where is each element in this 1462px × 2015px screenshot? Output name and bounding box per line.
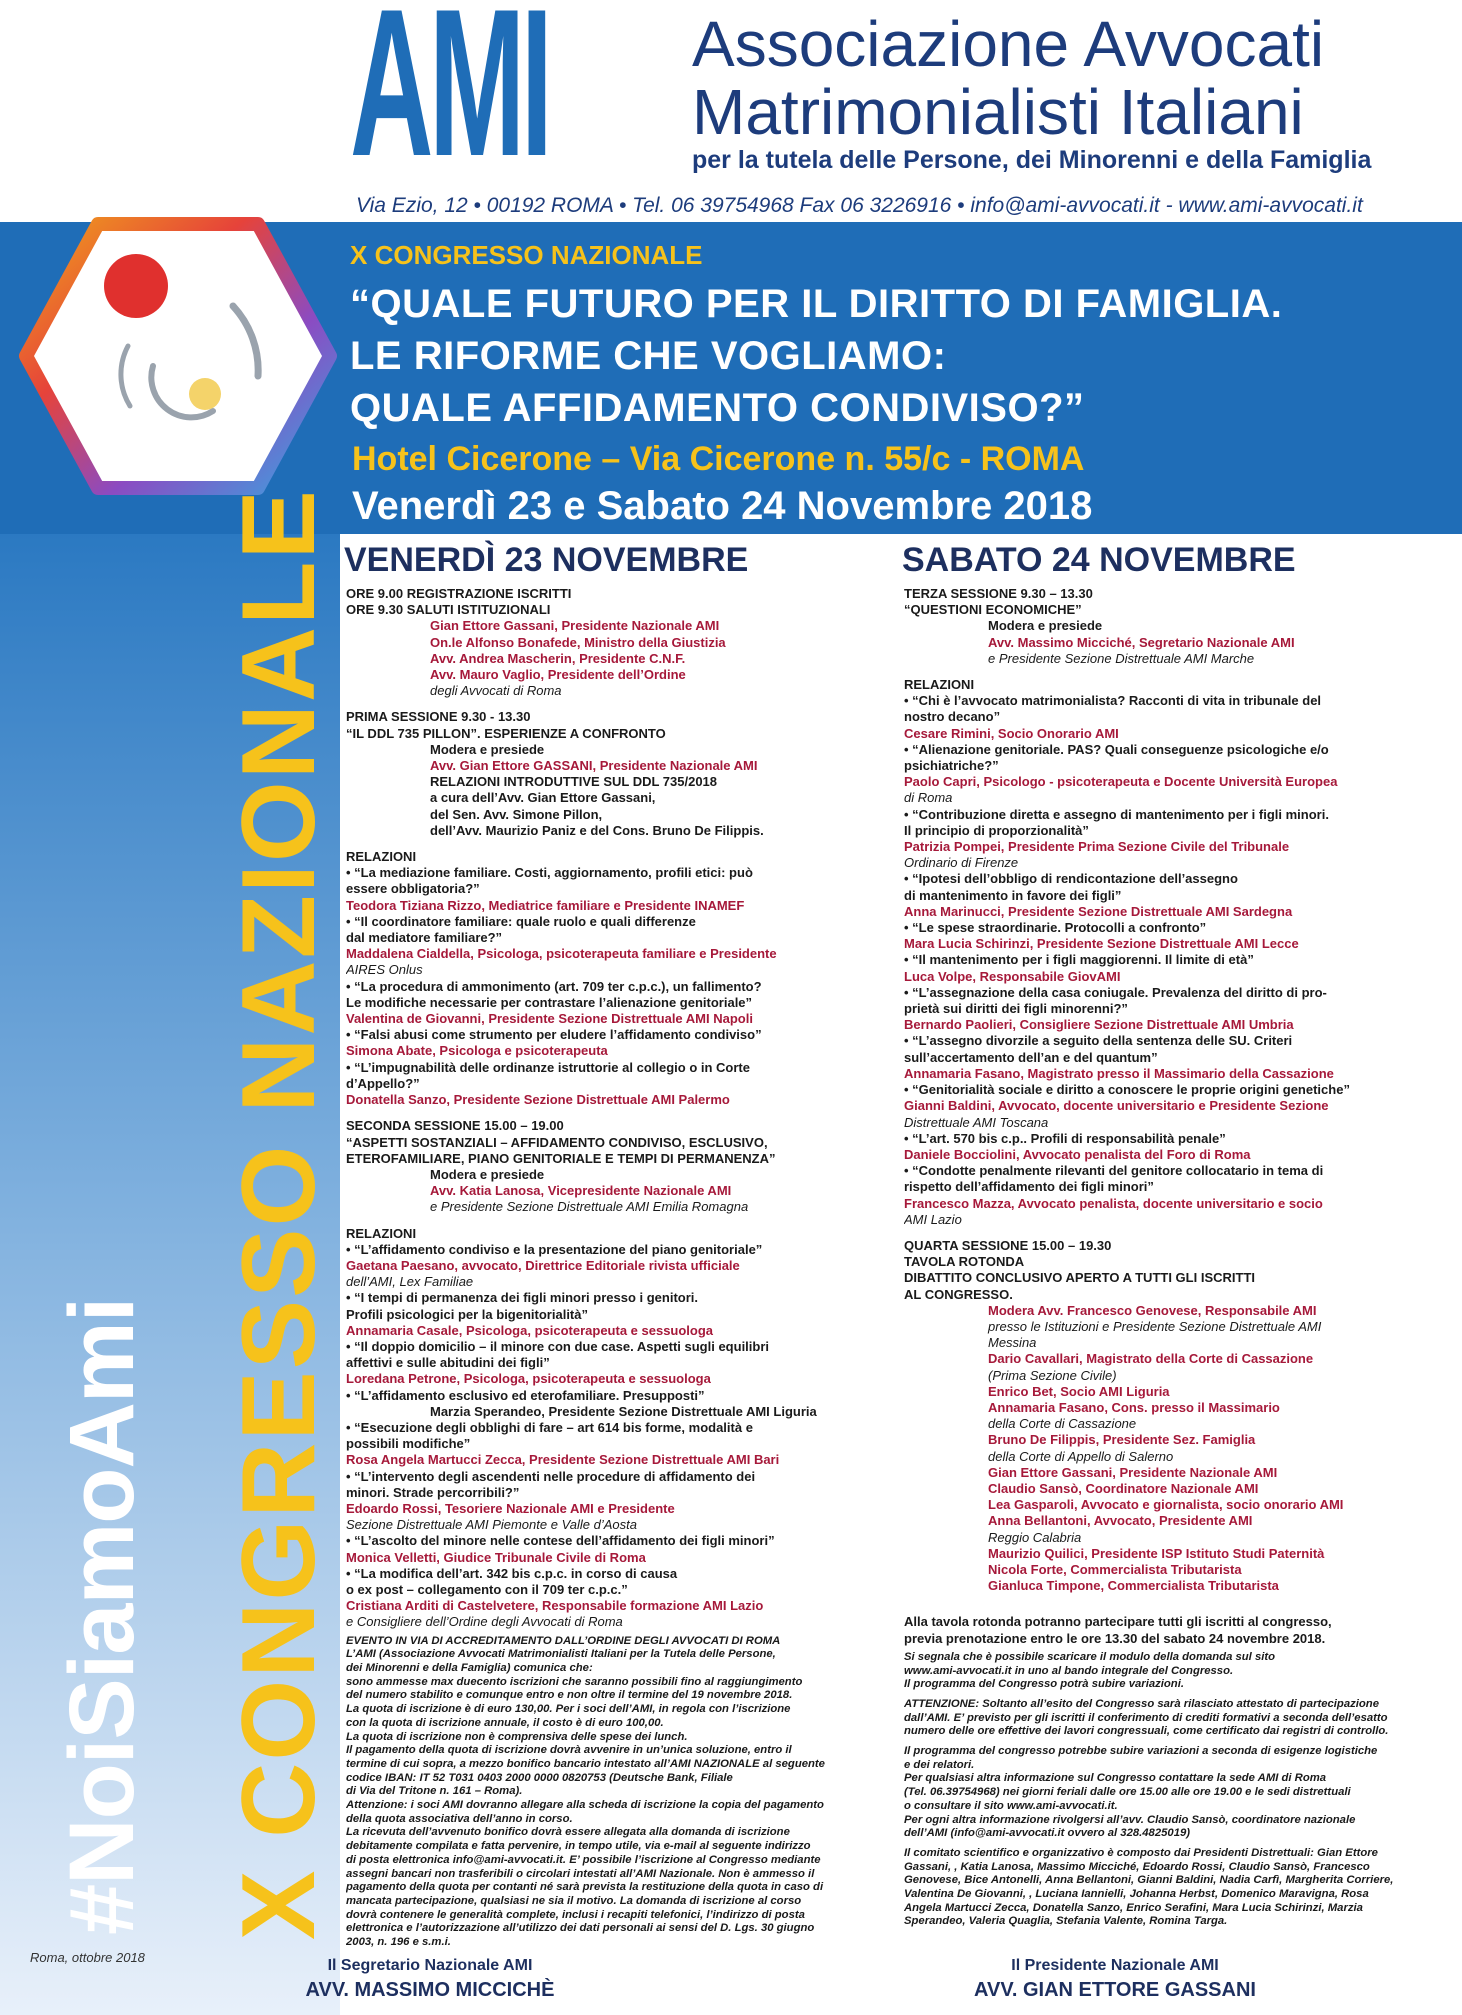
program-line: • “Chi è l’avvocato matrimonialista? Racconti di vita in tribunale del [904,693,1322,709]
program-line: • “Le spese straordinarie. Protocolli a confronto” [904,920,1207,936]
congress-vertical: X CONGRESSO NAZIONALE [221,488,337,1940]
program-line: previa prenotazione entro le ore 13.30 del sabato 24 novembre 2018. [904,1630,1326,1646]
program-line: Modera e presiede [988,618,1103,634]
title-line3: QUALE AFFIDAMENTO CONDIVISO?” [350,386,1085,430]
program-line: Gianni Baldini, Avvocato, docente universitario e Presidente Sezione [904,1098,1329,1114]
program-line: Avv. Gian Ettore GASSANI, Presidente Nazionale AMI [430,758,758,774]
program-line: • “L’assegnazione della casa coniugale. Prevalenza del diritto di pro- [904,984,1327,1000]
program-line: PRIMA SESSIONE 9.30 - 13.30 [346,709,531,725]
note-line: Per qualsiasi altra informazione sul Congresso contattare la sede AMI di Roma [904,1772,1327,1785]
secretary-name: AVV. MASSIMO MICCICHÈ [305,1979,555,2001]
program-line: del Sen. Avv. Simone Pillon, [430,806,603,822]
program-line: Enrico Bet, Socio AMI Liguria [988,1383,1170,1399]
note-line: dell’AMI (info@ami-avvocati.it ovvero al 328.4825019) [904,1827,1191,1840]
signature-secretary [215,1957,645,2002]
note-line: elettronica e l’autorizzazione all’utilizzo dei dati personali ai sensi del D. Lgs. 30 giugno [346,1922,815,1935]
program-line: rispetto dell’affidamento dei figli minori” [904,1179,1154,1195]
program-line: Maddalena Cialdella, Psicologa, psicoterapeuta familiare e Presidente [346,946,777,962]
program-line: • “Alienazione genitoriale. PAS? Quali conseguenze psicologiche e/o [904,741,1329,757]
note-line: Attenzione: i soci AMI dovranno allegare alla scheda di iscrizione la copia del pagamento [346,1799,824,1812]
program-line: Simona Abate, Psicologa e psicoterapeuta [346,1043,608,1059]
president-name: AVV. GIAN ETTORE GASSANI [974,1979,1256,2001]
program-line: prietà sui diritti dei figli minorenni?” [904,1001,1128,1017]
program-line: Gaetana Paesano, avvocato, Direttrice Editoriale rivista ufficiale [346,1257,740,1273]
note-line: Sperandeo, Valeria Quaglia, Stefania Valente, Romina Targa. [904,1915,1228,1928]
program-line: • “Ipotesi dell’obbligo di rendicontazione dell’assegno [904,871,1238,887]
saturday-notes [904,1651,1439,1929]
friday-registration-notes [346,1635,846,1950]
note-line: dall’AMI. E’ previsto per gli iscritti il conferimento di crediti formativi a seconda dell’esatto [904,1711,1388,1724]
program-line: Reggio Calabria [988,1529,1082,1545]
program-line: • “Il coordinatore familiare: quale ruolo e quali differenze [346,913,696,929]
program-line: On.le Alfonso Bonafede, Ministro della Giustizia [430,634,726,650]
program-line [346,1216,846,1226]
program-line: Gianluca Timpone, Commercialista Tributarista [988,1578,1279,1594]
program-line: Profili psicologici per la bigenitorialità” [346,1306,588,1322]
program-line: essere obbligatoria?” [346,881,480,897]
program-line: Rosa Angela Martucci Zecca, Presidente Sezione Distrettuale AMI Bari [346,1452,780,1468]
program-line: e Consigliere dell’Ordine degli Avvocati di Roma [346,1614,623,1630]
program-line: Bernardo Paolieri, Consigliere Sezione Distrettuale AMI Umbria [904,1017,1294,1033]
note-line: L’AMI (Associazione Avvocati Matrimonialisti Italiani per la Tutela delle Persone, [346,1648,776,1661]
program-line: “QUESTIONI ECONOMICHE” [904,602,1082,618]
program-line: SECONDA SESSIONE 15.00 – 19.00 [346,1118,564,1134]
program-line: • “L’affidamento condiviso e la presentazione del piano genitoriale” [346,1241,763,1257]
note-line: Angela Martucci Zecca, Donatella Sanzo, Enrico Serafini, Mara Lucia Schirinzi, Marzia [904,1901,1363,1914]
program-line: dal mediatore familiare?” [346,930,503,946]
program-line [346,839,846,849]
program-line: Il principio di proporzionalità” [904,822,1089,838]
program-line: RELAZIONI INTRODUTTIVE SUL DDL 735/2018 [430,774,718,790]
program-line: • “La modifica dell’art. 342 bis c.p.c. in corso di causa [346,1565,678,1581]
program-line: dell’AMI, Lex Familiae [346,1274,474,1290]
program-line: Avv. Katia Lanosa, Vicepresidente Nazionale AMI [430,1183,732,1199]
title-line2: LE RIFORME CHE VOGLIAMO: [350,334,947,378]
program-line: • “Falsi abusi come strumento per eludere l’affidamento condiviso” [346,1027,762,1043]
org-tagline: per la tutela delle Persone, dei Minorenni e della Famiglia [692,146,1372,174]
program-line: Cesare Rimini, Socio Onorario AMI [904,725,1119,741]
program-line: Lea Gasparoli, Avvocato e giornalista, socio onorario AMI [988,1497,1344,1513]
program-line: Paolo Capri, Psicologo - psicoterapeuta e Docente Università Europea [904,774,1338,790]
program-line: Claudio Sansò, Coordinatore Nazionale AMI [988,1480,1259,1496]
program-line: Daniele Bocciolini, Avvocato penalista del Foro di Roma [904,1146,1251,1162]
program-line: • “L’art. 570 bis c.p.. Profili di responsabilità penale” [904,1130,1226,1146]
program-line: Nicola Forte, Commercialista Tributarista [988,1561,1242,1577]
program-line: dell’Avv. Maurizio Paniz e del Cons. Bruno De Filippis. [430,822,764,838]
program-line: • “Genitorialità sociale e diritto a conoscere le proprie origini genetiche” [904,1082,1350,1098]
program-line: Annamaria Fasano, Magistrato presso il Massimario della Cassazione [904,1065,1334,1081]
saturday-lines [904,586,1439,1647]
header [0,0,1462,222]
program-line: Donatella Sanzo, Presidente Sezione Distrettuale AMI Palermo [346,1092,730,1108]
program-line: TERZA SESSIONE 9.30 – 13.30 [904,586,1093,601]
program-line: Francesco Mazza, Avvocato penalista, docente universitario e socio [904,1195,1323,1211]
program-line: sull’accertamento dell’an e del quantum” [904,1049,1158,1065]
program-line: Gian Ettore Gassani, Presidente Nazionale AMI [430,618,720,634]
program-line: • “Il mantenimento per i figli maggiorenni. Il limite di età” [904,952,1254,968]
note-line: e dei relatori. [904,1758,975,1771]
note-line: Per ogni altra informazione rivolgersi all’avv. Claudio Sansò, coordinatore nazionale [904,1813,1356,1826]
note-line: La quota di iscrizione non è comprensiva delle spese dei lunch. [346,1730,688,1743]
venue: Hotel Cicerone – Via Cicerone n. 55/c - ROMA [352,440,1085,478]
program-line: Ordinario di Firenze [904,855,1019,871]
saturday-heading: SABATO 24 NOVEMBRE [902,541,1296,579]
program-line: Monica Velletti, Giudice Tribunale Civile di Roma [346,1549,646,1565]
secretary-role: Il Segretario Nazionale AMI [327,1957,533,1974]
program-line: “ASPETTI SOSTANZIALI – AFFIDAMENTO CONDIVISO, ESCLUSIVO, [346,1134,768,1150]
program-line [904,1594,1439,1604]
note-line: Il programma del Congresso potrà subire variazioni. [904,1678,1184,1691]
program-line: Loredana Petrone, Psicologa, psicoterapeuta e sessuologa [346,1371,711,1387]
program-line: • “Esecuzione degli obblighi di fare – art 614 bis forme, modalità e [346,1419,753,1435]
title-line1: “QUALE FUTURO PER IL DIRITTO DI FAMIGLIA. [350,282,1283,326]
note-line: di posta elettronica info@ami-avvocati.it. E’ possibile l’iscrizione al Congresso mediante [346,1853,821,1866]
note-line: Genovese, Bice Antonelli, Anna Bellantoni, Gianni Baldini, Nadia Carfì, Margherita Corriere, [904,1874,1394,1887]
note-line: La quota di iscrizione è di euro 130,00. Per i soci dell’AMI, in regola con l’iscrizione [346,1703,791,1716]
note-line: debitamente compilata e fatta pervenire, in tempo utile, via e-mail al seguente indirizzo [346,1840,811,1853]
note-line: mancata partecipazione, qualsiasi ne sia il motivo. La domanda di iscrizione al corso [346,1894,802,1907]
program-line: Modera e presiede [430,1166,545,1182]
program-line: QUARTA SESSIONE 15.00 – 19.30 [904,1237,1112,1253]
program-line: degli Avvocati di Roma [430,683,562,699]
note-line: Il programma del congresso potrebbe subire variazioni a seconda di esigenze logistiche [904,1745,1378,1758]
program-line: Annamaria Fasano, Cons. presso il Massimario [988,1399,1280,1415]
note-line: dei Minorenni e della Famiglia) comunica che: [346,1662,593,1674]
org-name-line2: Matrimonialisti Italiani [692,76,1304,148]
program-line: ORE 9.00 REGISTRAZIONE ISCRITTI [346,586,572,601]
note-line: Il comitato scientifico e organizzativo è composto dai Presidenti Distrettuali: Gian Ettore [904,1846,1378,1859]
program-line: Gian Ettore Gassani, Presidente Nazionale AMI [988,1464,1278,1480]
program-line: minori. Strade percorribili?” [346,1484,520,1500]
friday-lines [346,586,846,1631]
congress-label: X CONGRESSO NAZIONALE [350,240,703,270]
program-line [904,1604,1439,1614]
congress-hexagon-icon [18,206,338,506]
note-line: assegni bancari non trasferibili o circolari intestati all’AMI Nazionale. Non è ammesso il [346,1867,815,1880]
note-line: dovrà contenere le generalità complete, inclusi i recapiti telefonici, l’indirizzo di posta [346,1908,805,1921]
program-line: d’Appello?” [346,1075,420,1091]
program-line: • “La mediazione familiare. Costi, aggiornamento, profili etici: può [346,865,753,881]
program-line: TAVOLA ROTONDA [904,1254,1025,1270]
ami-logo: AMI [350,0,549,200]
note-line: con la quota di iscrizione annuale, il costo è di euro 100,00. [346,1716,664,1729]
note-line: ATTENZIONE: Soltanto all’esito del Congresso sarà rilasciato attestato di partecipazione [904,1697,1379,1710]
note-line: o consultare il sito www.ami-avvocati.it. [904,1799,1118,1812]
note-line: Si segnala che è possibile scaricare il modulo della domanda sul sito [904,1650,1276,1663]
program-line [346,1108,846,1118]
note-line: www.ami-avvocati.it in uno al bando integrale del Congresso. [904,1664,1234,1677]
program-line: RELAZIONI [346,1225,417,1241]
program-line: di mantenimento in favore dei figli” [904,887,1122,903]
friday-program [346,540,846,1950]
program-line [346,699,846,709]
program-line: • “Contribuzione diretta e assegno di mantenimento per i figli minori. [904,806,1329,822]
note-line: EVENTO IN VIA DI ACCREDITAMENTO DALL’ORDINE DEGLI AVVOCATI DI ROMA [346,1634,781,1647]
program-line: affettivi e sulle abitudini dei figli” [346,1355,550,1371]
program-line: • “La procedura di ammonimento (art. 709 ter c.p.c.), un fallimento? [346,978,762,994]
program-line: Modera Avv. Francesco Genovese, Responsabile AMI [988,1302,1317,1318]
note-line: (Tel. 06.39754968) nei giorni feriali dalle ore 15.00 alle ore 19.00 e le sedi distrettuali [904,1786,1351,1799]
program-line: AIRES Onlus [346,962,423,978]
contact-line: Via Ezio, 12 • 00192 ROMA • Tel. 06 39754968 Fax 06 3226916 • info@ami-avvocati.it - www.ami-avvocati.it [356,194,1363,217]
program-line: “IL DDL 735 PILLON”. ESPERIENZE A CONFRONTO [346,725,666,741]
program-line: Cristiana Arditi di Castelvetere, Responsabile formazione AMI Lazio [346,1598,764,1614]
program-line: Marzia Sperandeo, Presidente Sezione Distrettuale AMI Liguria [430,1403,817,1419]
hashtag-vertical: #NoiSiamoAmi [51,1297,153,1935]
event-dates: Venerdì 23 e Sabato 24 Novembre 2018 [352,484,1093,528]
program-line: psichiatriche?” [904,758,999,774]
note-line: pagamento della quota per contanti né sarà prevista la restituzione della quota in caso di [346,1881,824,1894]
saturday-program [904,540,1439,1929]
program-line: Edoardo Rossi, Tesoriere Nazionale AMI e Presidente [346,1500,675,1516]
note-line: 2003, n. 196 e s.m.i. [346,1936,451,1949]
program-line [904,1228,1439,1238]
program-line: • “L’intervento degli ascendenti nelle procedure di affidamento dei [346,1468,756,1484]
program-line: Valentina de Giovanni, Presidente Sezione Distrettuale AMI Napoli [346,1011,753,1027]
program-line: Mara Lucia Schirinzi, Presidente Sezione Distrettuale AMI Lecce [904,936,1299,952]
program-line: a cura dell’Avv. Gian Ettore Gassani, [430,790,656,806]
program-line: Teodora Tiziana Rizzo, Mediatrice familiare e Presidente INAMEF [346,897,745,913]
program-line: Annamaria Casale, Psicologa, psicoterapeuta e sessuologa [346,1322,714,1338]
program-line: Patrizia Pompei, Presidente Prima Sezione Civile del Tribunale [904,839,1290,855]
program-line: RELAZIONI [346,849,417,865]
program-line: Avv. Mauro Vaglio, Presidente dell’Ordine [430,667,686,683]
program-line: DIBATTITO CONCLUSIVO APERTO A TUTTI GLI ISCRITTI [904,1270,1255,1286]
program-line: Avv. Andrea Mascherin, Presidente C.N.F. [430,650,686,666]
note-line: Valentina De Giovanni, , Luciana Iannielli, Johanna Herbst, Domenico Maravigna, Rosa [904,1888,1369,1901]
note-line: La ricevuta dell’avvenuto bonifico dovrà essere allegata alla domanda di iscrizione [346,1826,790,1839]
friday-heading: VENERDÌ 23 NOVEMBRE [344,541,749,579]
signature-president [900,1957,1330,2002]
program-line: • “L’ascolto del minore nelle contese dell’affidamento dei figli minori” [346,1533,775,1549]
note-line: del numero stabilito e comunque entro e non oltre il termine del 19 novembre 2018. [346,1689,793,1702]
program-line: Anna Bellantoni, Avvocato, Presidente AMI [988,1513,1253,1529]
place-date: Roma, ottobre 2018 [30,1950,145,1965]
program-line: nostro decano” [904,709,1001,725]
program-line: Anna Marinucci, Presidente Sezione Distrettuale AMI Sardegna [904,903,1293,919]
program-line: della Corte di Cassazione [988,1416,1137,1432]
program-line: presso le Istituzioni e Presidente Sezione Distrettuale AMI [988,1318,1322,1334]
program-line: Alla tavola rotonda potranno partecipare tutti gli iscritti al congresso, [904,1614,1332,1630]
program-line: • “Condotte penalmente rilevanti del genitore collocatario in tema di [904,1163,1324,1179]
note-line: numero delle ore effettive dei lavori congressuali, come certificato dai registri di controllo. [904,1725,1389,1738]
program-line: AL CONGRESSO. [904,1286,1013,1302]
note-line: di Via del Tritone n. 161 – Roma). [346,1785,523,1798]
program-line: Le modifiche necessarie per contrastare l’alienazione genitoriale” [346,994,753,1010]
program-line: o ex post – collegamento con il 709 ter c.p.c.” [346,1581,628,1597]
program-line: e Presidente Sezione Distrettuale AMI Marche [988,650,1255,666]
note-line: termine di cui sopra, a mezzo bonifico bancario intestato all’AMI NAZIONALE al seguente [346,1757,825,1770]
program-line: RELAZIONI [904,677,975,693]
note-line: Gassani, , Katia Lanosa, Massimo Micciché, Edoardo Rossi, Claudio Sansò, Francesco [904,1860,1370,1873]
program-line: Bruno De Filippis, Presidente Sez. Famiglia [988,1432,1256,1448]
program-line: ETEROFAMILIARE, PIANO GENITORIALE E TEMPI DI PERMANENZA” [346,1150,776,1166]
note-line: della quota associativa dell’anno in corso. [346,1812,573,1825]
program-line: • “I tempi di permanenza dei figli minori presso i genitori. [346,1290,698,1306]
program-line: • “L’assegno divorzile a seguito della sentenza delle SU. Criteri [904,1033,1293,1049]
program-line: • “Il doppio domicilio – il minore con due case. Aspetti sugli equilibri [346,1338,770,1354]
note-line: Il pagamento della quota di iscrizione dovrà avvenire in un’unica soluzione, entro il [346,1744,792,1757]
program-line: • “L’impugnabilità delle ordinanze istruttorie al collegio o in Corte [346,1059,750,1075]
program-line: di Roma [904,790,953,806]
note-line: codice IBAN: IT 52 T031 0403 2000 0000 0820753 (Deutsche Bank, Filiale [346,1771,733,1784]
program-line: Avv. Massimo Micciché, Segretario Nazionale AMI [988,634,1295,650]
program-line: AMI Lazio [904,1211,962,1227]
note-line: sono ammesse max duecento iscrizioni che saranno possibili fino al raggiungimento [346,1675,803,1688]
program-line: • “L’affidamento esclusivo ed eterofamiliare. Presupposti” [346,1387,705,1403]
program-line [904,667,1439,677]
program-line: possibili modifiche” [346,1436,471,1452]
program-line: Maurizio Quilici, Presidente ISP Istituto Studi Paternità [988,1545,1325,1561]
president-role: Il Presidente Nazionale AMI [1011,1957,1219,1974]
program-line: e Presidente Sezione Distrettuale AMI Emilia Romagna [430,1199,749,1215]
program-line: ORE 9.30 SALUTI ISTITUZIONALI [346,602,551,618]
program-line: Messina [988,1335,1037,1351]
program-line: (Prima Sezione Civile) [988,1367,1117,1383]
program-line: Luca Volpe, Responsabile GiovAMI [904,968,1121,984]
program-line: Sezione Distrettuale AMI Piemonte e Valle d’Aosta [346,1517,637,1533]
program-line: Dario Cavallari, Magistrato della Corte di Cassazione [988,1351,1314,1367]
program-line: Modera e presiede [430,741,545,757]
org-name-line1: Associazione Avvocati [692,8,1325,80]
program-line: della Corte di Appello di Salerno [988,1448,1174,1464]
program-line: Distrettuale AMI Toscana [904,1114,1049,1130]
